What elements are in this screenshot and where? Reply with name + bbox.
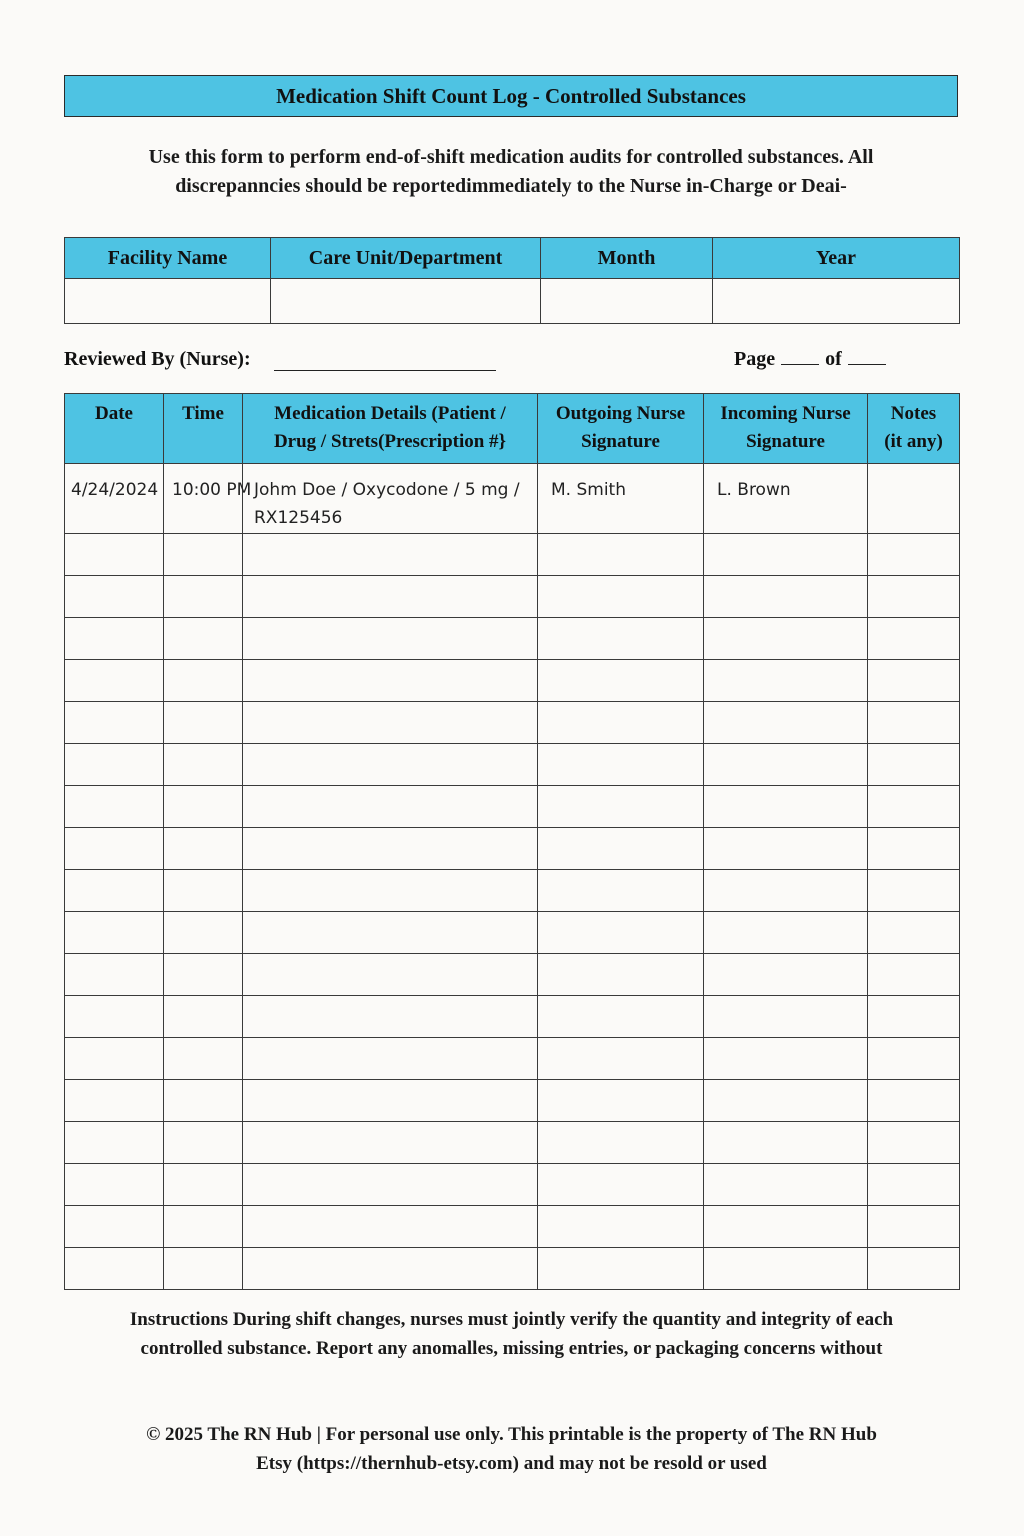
page-counter — [734, 348, 892, 371]
facility-info-table — [64, 237, 960, 324]
notes-cell[interactable] — [868, 1164, 960, 1206]
date-cell[interactable] — [65, 996, 164, 1038]
medication-cell[interactable] — [243, 912, 538, 954]
time-cell[interactable] — [164, 1248, 243, 1290]
date-cell[interactable] — [65, 534, 164, 576]
time-cell[interactable] — [164, 1038, 243, 1080]
table-row — [65, 1122, 960, 1164]
table-row — [65, 1080, 960, 1122]
table-row — [65, 576, 960, 618]
table-row — [65, 870, 960, 912]
incoming-signature-cell[interactable] — [704, 912, 868, 954]
date-cell[interactable]: 4/24/2024 — [65, 464, 164, 534]
incoming-nurse-header — [704, 394, 868, 464]
outgoing-signature-cell[interactable] — [538, 870, 704, 912]
year-field[interactable] — [713, 279, 960, 324]
medication-cell[interactable] — [243, 954, 538, 996]
time-cell[interactable] — [164, 660, 243, 702]
medication-cell[interactable] — [243, 1164, 538, 1206]
medication-cell[interactable] — [243, 534, 538, 576]
time-header: Time — [164, 394, 243, 464]
intro-text — [64, 143, 958, 201]
notes-cell[interactable] — [868, 660, 960, 702]
outgoing-signature-cell[interactable] — [538, 828, 704, 870]
of-label: of — [825, 348, 842, 370]
reviewed-by-label: Reviewed By (Nurse): — [64, 348, 251, 370]
notes-cell[interactable] — [868, 870, 960, 912]
instructions-text — [64, 1305, 959, 1363]
page-number-field[interactable] — [781, 348, 819, 365]
time-cell[interactable] — [164, 1206, 243, 1248]
incoming-signature-cell[interactable] — [704, 1038, 868, 1080]
medication-header-line-1: Medication Details (Patient / — [274, 403, 506, 424]
table-row — [65, 660, 960, 702]
time-cell[interactable] — [164, 618, 243, 660]
intro-line-1: Use this form to perform end-of-shift medication audits for controlled substances. All — [148, 146, 874, 168]
outgoing-signature-cell[interactable] — [538, 996, 704, 1038]
time-cell[interactable] — [164, 534, 243, 576]
incoming-signature-cell[interactable] — [704, 1206, 868, 1248]
notes-cell[interactable] — [868, 1080, 960, 1122]
outgoing-signature-cell[interactable] — [538, 660, 704, 702]
date-cell[interactable] — [65, 870, 164, 912]
time-cell[interactable] — [164, 786, 243, 828]
incoming-signature-cell[interactable] — [704, 618, 868, 660]
year-header: Year — [713, 238, 960, 279]
shift-count-log-table — [64, 393, 960, 1290]
outgoing-signature-cell[interactable] — [538, 1080, 704, 1122]
incoming-signature-cell[interactable] — [704, 576, 868, 618]
outgoing-signature-cell[interactable] — [538, 912, 704, 954]
footer-line-1: © 2025 The RN Hub | For personal use only. This printable is the property of The RN Hub — [146, 1424, 877, 1445]
outgoing-signature-cell[interactable] — [538, 576, 704, 618]
medication-cell[interactable] — [243, 702, 538, 744]
outgoing-signature-cell[interactable] — [538, 954, 704, 996]
date-cell[interactable] — [65, 912, 164, 954]
outgoing-signature-cell[interactable] — [538, 618, 704, 660]
time-cell[interactable] — [164, 996, 243, 1038]
intro-line-2: discrepanncies should be reportedimmediately to the Nurse in-Charge or Deai- — [175, 175, 847, 197]
table-row — [65, 618, 960, 660]
notes-cell[interactable] — [868, 954, 960, 996]
time-cell[interactable] — [164, 828, 243, 870]
date-cell[interactable] — [65, 576, 164, 618]
date-cell[interactable] — [65, 1248, 164, 1290]
notes-cell[interactable] — [868, 786, 960, 828]
outgoing-nurse-header — [538, 394, 704, 464]
medication-cell[interactable] — [243, 996, 538, 1038]
medication-cell[interactable] — [243, 618, 538, 660]
date-cell[interactable] — [65, 786, 164, 828]
notes-cell[interactable] — [868, 1122, 960, 1164]
incoming-header-line-2: Signature — [746, 431, 825, 452]
medication-cell[interactable] — [243, 1038, 538, 1080]
care-unit-field[interactable] — [271, 279, 541, 324]
table-row — [65, 996, 960, 1038]
outgoing-signature-cell[interactable] — [538, 1248, 704, 1290]
outgoing-header-line-1: Outgoing Nurse — [555, 403, 686, 424]
medication-cell[interactable] — [243, 870, 538, 912]
notes-cell[interactable] — [868, 1248, 960, 1290]
instructions-line-2: controlled substance. Report any anomalles, missing entries, or packaging concerns without — [140, 1338, 883, 1359]
time-cell[interactable] — [164, 1080, 243, 1122]
table-row — [65, 954, 960, 996]
medication-header-line-2: Drug / Strets(Prescription #} — [273, 431, 507, 452]
date-header: Date — [65, 394, 164, 464]
reviewed-by-field[interactable] — [274, 370, 496, 371]
incoming-signature-cell[interactable] — [704, 744, 868, 786]
incoming-signature-cell[interactable] — [704, 1080, 868, 1122]
table-row — [65, 534, 960, 576]
page-label: Page — [734, 348, 776, 370]
table-row — [65, 828, 960, 870]
notes-cell[interactable] — [868, 1038, 960, 1080]
date-cell[interactable] — [65, 702, 164, 744]
incoming-signature-cell[interactable] — [704, 786, 868, 828]
date-cell[interactable] — [65, 828, 164, 870]
table-row — [65, 1038, 960, 1080]
incoming-signature-cell[interactable] — [704, 660, 868, 702]
medication-cell[interactable] — [243, 1080, 538, 1122]
incoming-signature-cell[interactable] — [704, 1164, 868, 1206]
medication-line-2: RX125456 — [254, 508, 343, 528]
outgoing-signature-cell[interactable] — [538, 1038, 704, 1080]
date-cell[interactable] — [65, 1122, 164, 1164]
incoming-signature-cell[interactable] — [704, 1122, 868, 1164]
medication-cell[interactable] — [243, 464, 538, 534]
notes-header-line-2: (it any) — [884, 431, 943, 452]
medication-cell[interactable] — [243, 660, 538, 702]
table-row — [65, 744, 960, 786]
medication-cell[interactable] — [243, 828, 538, 870]
incoming-signature-cell[interactable] — [704, 996, 868, 1038]
table-row — [65, 702, 960, 744]
time-cell[interactable] — [164, 870, 243, 912]
facility-name-field[interactable] — [65, 279, 271, 324]
medication-cell[interactable] — [243, 744, 538, 786]
time-cell[interactable] — [164, 1122, 243, 1164]
reviewed-by-row — [64, 346, 898, 376]
outgoing-header-line-2: Signature — [581, 431, 660, 452]
table-row — [65, 912, 960, 954]
time-cell[interactable]: 10:00 PM — [164, 464, 243, 534]
outgoing-signature-cell[interactable] — [538, 534, 704, 576]
outgoing-signature-cell[interactable] — [538, 744, 704, 786]
time-cell[interactable] — [164, 954, 243, 996]
date-cell[interactable] — [65, 744, 164, 786]
medication-cell[interactable] — [243, 576, 538, 618]
medication-line-1: Johm Doe / Oxycodone / 5 mg / — [254, 480, 520, 500]
notes-header-line-1: Notes — [890, 403, 937, 424]
time-cell[interactable] — [164, 702, 243, 744]
date-cell[interactable] — [65, 618, 164, 660]
month-header: Month — [541, 238, 713, 279]
copyright-footer — [64, 1420, 959, 1478]
incoming-signature-cell[interactable] — [704, 870, 868, 912]
time-cell[interactable] — [164, 744, 243, 786]
footer-line-2: Etsy (https://thernhub-etsy.com) and may not be resold or used — [256, 1453, 767, 1474]
incoming-signature-cell[interactable] — [704, 954, 868, 996]
medication-cell[interactable] — [243, 1248, 538, 1290]
notes-cell[interactable] — [868, 702, 960, 744]
outgoing-signature-cell[interactable] — [538, 1122, 704, 1164]
medication-details-header — [243, 394, 538, 464]
facility-name-header: Facility Name — [65, 238, 271, 279]
outgoing-signature-cell[interactable] — [538, 1206, 704, 1248]
medication-cell[interactable] — [243, 786, 538, 828]
notes-cell[interactable] — [868, 996, 960, 1038]
notes-cell[interactable] — [868, 464, 960, 534]
table-row — [65, 1206, 960, 1248]
incoming-signature-cell[interactable] — [704, 702, 868, 744]
notes-header — [868, 394, 960, 464]
care-unit-header: Care Unit/Department — [271, 238, 541, 279]
outgoing-signature-cell[interactable] — [538, 1164, 704, 1206]
notes-cell[interactable] — [868, 744, 960, 786]
month-field[interactable] — [541, 279, 713, 324]
outgoing-signature-cell[interactable]: M. Smith — [538, 464, 704, 534]
table-row — [65, 1248, 960, 1290]
date-cell[interactable] — [65, 954, 164, 996]
date-cell[interactable] — [65, 1080, 164, 1122]
incoming-signature-cell[interactable] — [704, 828, 868, 870]
incoming-header-line-1: Incoming Nurse — [720, 403, 851, 424]
date-cell[interactable] — [65, 660, 164, 702]
table-row — [65, 786, 960, 828]
notes-cell[interactable] — [868, 618, 960, 660]
notes-cell[interactable] — [868, 828, 960, 870]
time-cell[interactable] — [164, 576, 243, 618]
time-cell[interactable] — [164, 912, 243, 954]
date-cell[interactable] — [65, 1164, 164, 1206]
instructions-line-1: Instructions During shift changes, nurses must jointly verify the quantity and integrity of each — [129, 1309, 894, 1330]
time-cell[interactable] — [164, 1164, 243, 1206]
outgoing-signature-cell[interactable] — [538, 702, 704, 744]
incoming-signature-cell[interactable]: L. Brown — [704, 464, 868, 534]
notes-cell[interactable] — [868, 534, 960, 576]
page-total-field[interactable] — [848, 348, 886, 365]
notes-cell[interactable] — [868, 912, 960, 954]
medication-cell[interactable] — [243, 1206, 538, 1248]
table-row — [65, 464, 960, 534]
date-cell[interactable] — [65, 1206, 164, 1248]
incoming-signature-cell[interactable] — [704, 1248, 868, 1290]
incoming-signature-cell[interactable] — [704, 534, 868, 576]
medication-cell[interactable] — [243, 1122, 538, 1164]
form-title: Medication Shift Count Log - Controlled Substances — [64, 75, 958, 117]
notes-cell[interactable] — [868, 576, 960, 618]
table-row — [65, 1164, 960, 1206]
outgoing-signature-cell[interactable] — [538, 786, 704, 828]
date-cell[interactable] — [65, 1038, 164, 1080]
notes-cell[interactable] — [868, 1206, 960, 1248]
